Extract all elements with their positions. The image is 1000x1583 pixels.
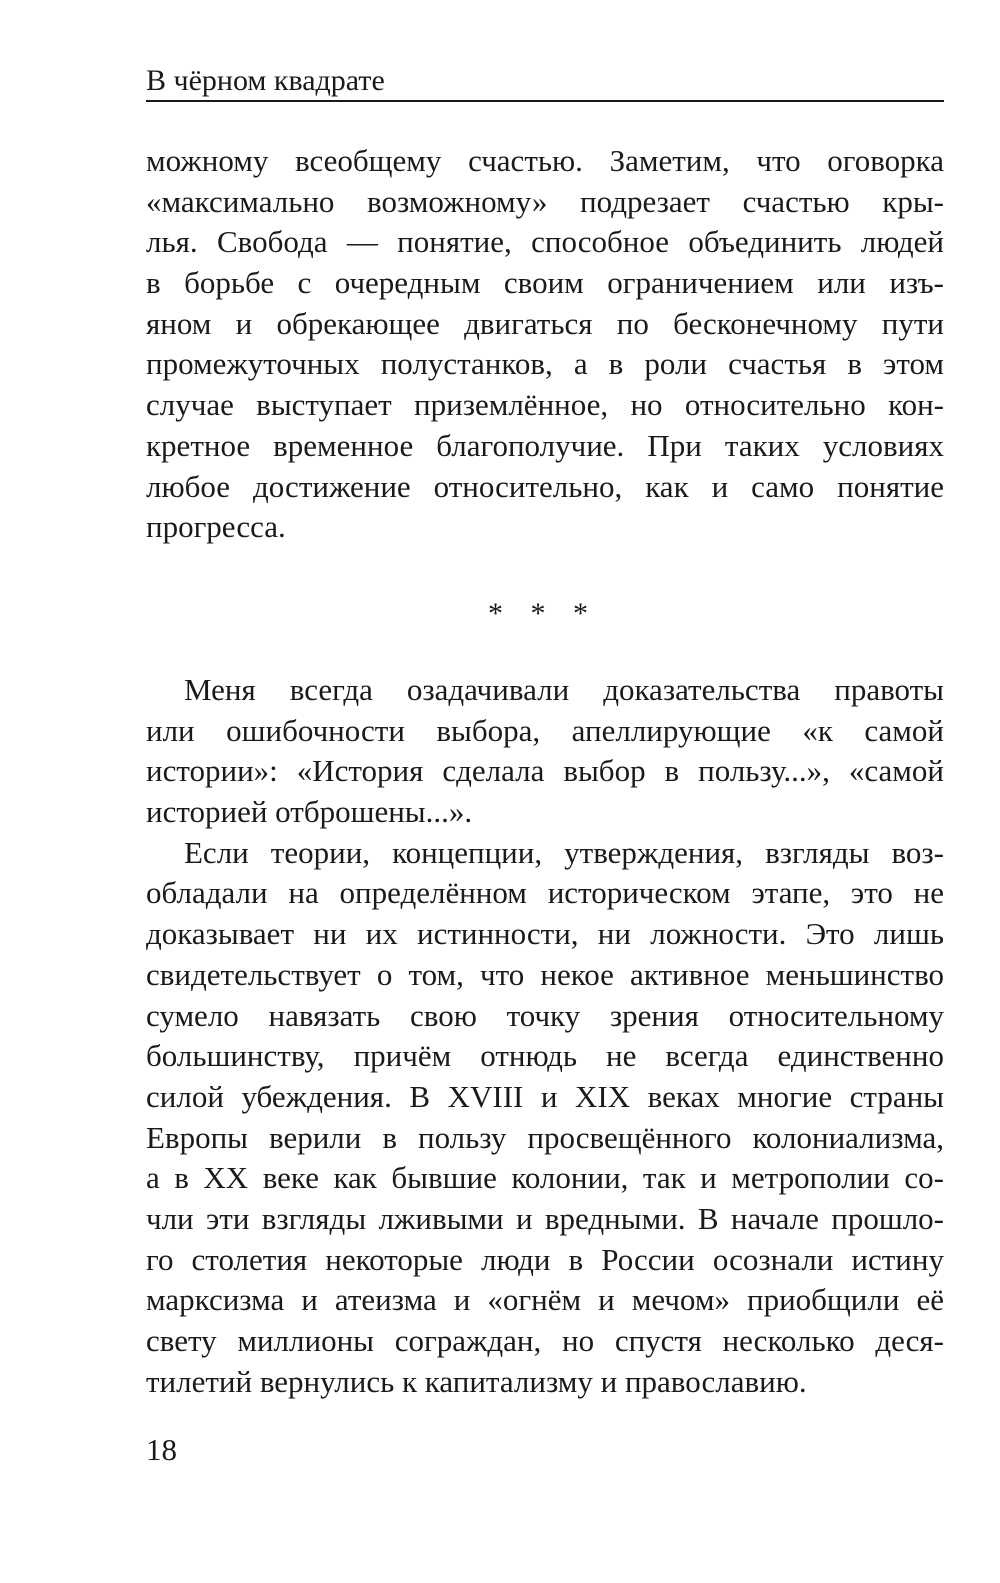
running-header-title: В чёрном квадрате <box>146 64 385 97</box>
paragraph <box>146 670 944 833</box>
text-line: го столетия некоторые люди в России осознали истину <box>146 1241 944 1277</box>
text-line: тилетий вернулись к капитализму и православию. <box>146 1363 807 1399</box>
text-line: марксизма и атеизма и «огнём и мечом» приобщили её <box>146 1282 944 1318</box>
text-line: свету миллионы сограждан, но спустя несколько деся- <box>146 1323 944 1358</box>
paragraph <box>146 833 944 1403</box>
text-line: можному всеобщему счастью. Заметим, что оговорка <box>146 143 944 178</box>
text-line: лья. Свобода — понятие, способное объединить людей <box>146 224 944 260</box>
running-header <box>146 60 944 102</box>
text-line: Если теории, концепции, утверждения, взгляды воз- <box>184 834 944 870</box>
text-line: силой убеждения. В XVIII и XIX веках многие страны <box>146 1078 944 1114</box>
text-line: а в XX веке как бывшие колонии, так и метрополии со- <box>146 1160 944 1196</box>
text-line: чли эти взгляды лживыми и вредными. В начале прошло- <box>146 1200 944 1236</box>
text-line: кретное временное благополучие. При таких условиях <box>146 427 944 463</box>
text-line: «максимально возможному» подрезает счастью кры- <box>146 183 944 219</box>
text-line: в борьбе с очередным своим ограничением или изъ- <box>146 265 944 301</box>
text-line: обладали на определённом историческом этапе, это не <box>146 875 944 911</box>
text-line: любое достижение относительно, как и само понятие <box>146 468 944 504</box>
text-line: большинству, причём отнюдь не всегда единственно <box>146 1038 944 1074</box>
paragraphs-after-separator <box>146 670 944 1402</box>
text-line: доказывает ни их истинности, ни ложности. Это лишь <box>146 916 944 952</box>
text-line: историей отброшены...». <box>146 794 473 830</box>
page-number: 18 <box>146 1432 177 1467</box>
text-line: свидетельствует о том, что некое активное меньшинство <box>146 956 944 992</box>
text-line: Европы верили в пользу просвещённого колониализма, <box>146 1119 944 1155</box>
paragraph-continued <box>146 141 944 548</box>
text-line: сумело навязать свою точку зрения относительному <box>146 997 944 1033</box>
text-line: случае выступает приземлённое, но относительно кон- <box>146 387 944 423</box>
text-line: промежуточных полустанков, а в роли счастья в этом <box>146 346 944 382</box>
section-separator: * * * <box>488 597 598 630</box>
text-line: прогресса. <box>146 509 286 545</box>
text-line: истории»: «История сделала выбор в пользу...», «самой <box>146 753 944 789</box>
text-line: или ошибочности выбора, апеллирующие «к самой <box>146 712 944 748</box>
text-line: яном и обрекающее двигаться по бесконечному пути <box>146 305 944 341</box>
text-line: Меня всегда озадачивали доказательства правоты <box>184 672 944 707</box>
